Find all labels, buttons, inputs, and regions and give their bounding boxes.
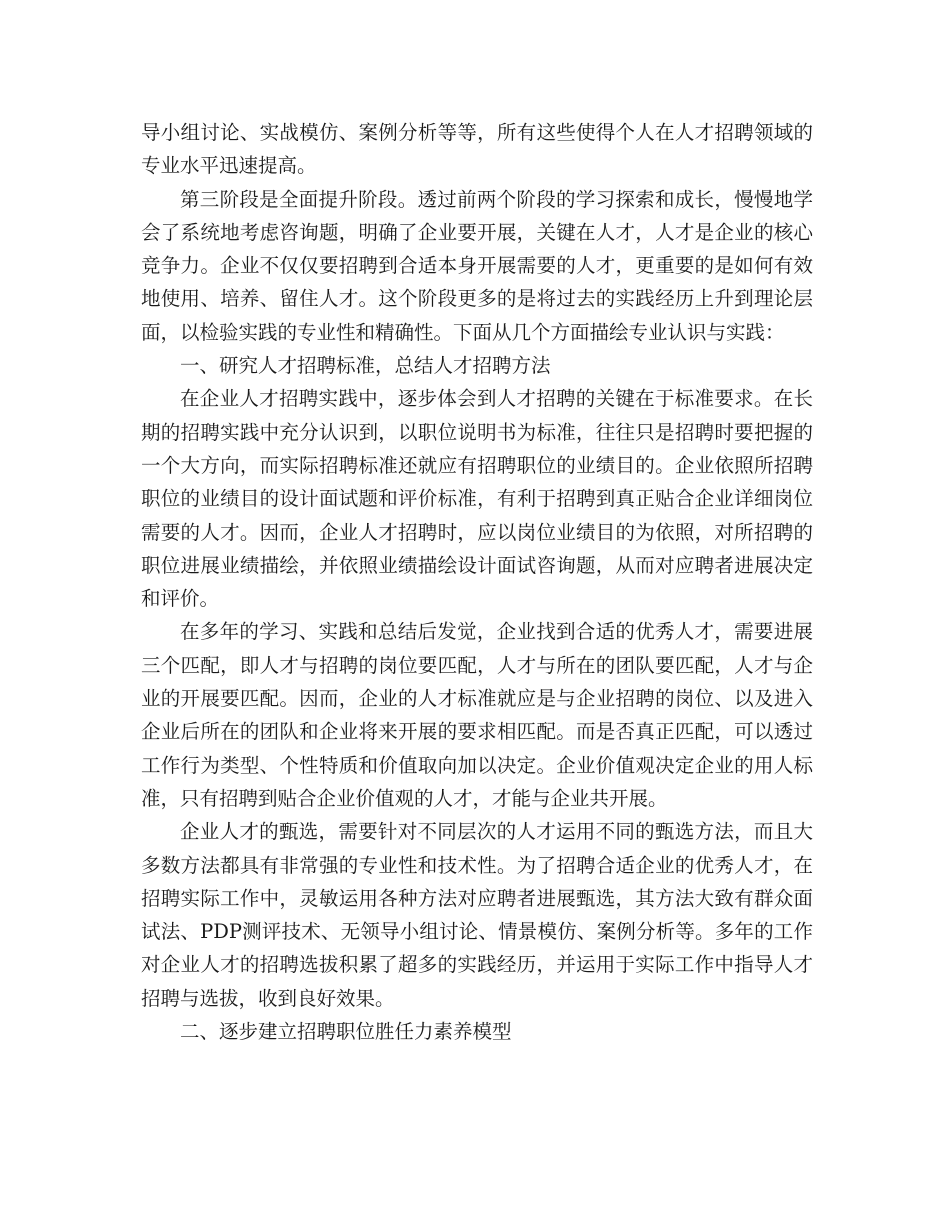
paragraph-selection-methods: 企业人才的甄选，需要针对不同层次的人才运用不同的甄选方法，而且大多数方法都具有非常强的专业性和技术性。为了招聘合适企业的优秀人才，在招聘实际工作中，灵敏运用各种方法对应聘者进展甄选，其方法大致有群众面试法、PDP测评技术、无领导小组讨论、情景模仿、案例分析等。多年的工作对企业人才的招聘选拔积累了超多的实践经历，并运用于实际工作中指导人才招聘与选拔，收到良好效果。: [141, 820, 813, 1010]
paragraph-third-stage: 第三阶段是全面提升阶段。透过前两个阶段的学习探索和成长，慢慢地学会了系统地考虑咨询题，明确了企业要开展，关键在人才，人才是企业的核心竞争力。企业不仅仅要招聘到合适本身开展需要的人才，更重要的是如何有效地使用、培养、留住人才。这个阶段更多的是将过去的实践经历上升到理论层面，以检验实践的专业性和精确性。下面从几个方面描绘专业认识与实践：: [141, 187, 813, 344]
paragraph-matching: 在多年的学习、实践和总结后发觉，企业找到合适的优秀人才，需要进展三个匹配，即人才与招聘的岗位要匹配，人才与所在的团队要匹配，人才与企业的开展要匹配。因而，企业的人才标准就应是与企业招聘的岗位、以及进入企业后所在的团队和企业将来开展的要求相匹配。而是否真正匹配，可以透过工作行为类型、个性特质和价值取向加以决定。企业价值观决定企业的用人标准，只有招聘到贴合企业价值观的人才，才能与企业共开展。: [141, 620, 813, 810]
section-heading-2: 二、逐步建立招聘职位胜任力素养模型: [180, 1020, 512, 1044]
section-heading-1: 一、研究人才招聘标准，总结人才招聘方法: [180, 354, 551, 378]
document-body: [141, 116, 813, 1048]
paragraph-continuation: 导小组讨论、实战模仿、案例分析等等，所有这些使得个人在人才招聘领域的专业水平迅速提高。: [141, 121, 813, 178]
paragraph-standards: 在企业人才招聘实践中，逐步体会到人才招聘的关键在于标准要求。在长期的招聘实践中充分认识到，以职位说明书为标准，往往只是招聘时要把握的一个大方向，而实际招聘标准还就应有招聘职位的业绩目的。企业依照所招聘职位的业绩目的设计面试题和评价标准，有利于招聘到真正贴合企业详细岗位需要的人才。因而，企业人才招聘时，应以岗位业绩目的为依照，对所招聘的职位进展业绩描绘，并依照业绩描绘设计面试咨询题，从而对应聘者进展决定和评价。: [141, 387, 813, 611]
